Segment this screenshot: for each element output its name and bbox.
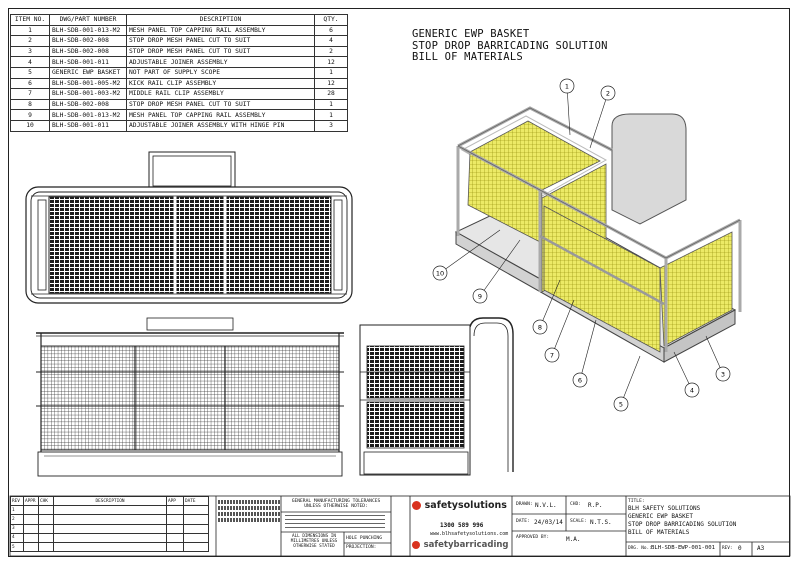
callout-number: 10 xyxy=(435,269,445,278)
bom-cell-item: 9 xyxy=(11,110,50,121)
revision-cell xyxy=(39,506,54,515)
revision-cell xyxy=(184,506,209,515)
revision-row xyxy=(11,524,209,533)
chd-value: R.P. xyxy=(588,502,603,509)
callout-number: 4 xyxy=(689,386,695,395)
bom-cell-item: 6 xyxy=(11,78,50,89)
revision-cell xyxy=(167,524,184,533)
heading-line-2: STOP DROP BARRICADING SOLUTION xyxy=(412,39,608,52)
rev-header-chk: CHK xyxy=(39,497,54,506)
bom-cell-dwg: BLH-SDB-001-013-M2 xyxy=(50,110,127,121)
rev-value: 0 xyxy=(738,545,742,552)
revision-cell xyxy=(184,524,209,533)
bom-cell-description: MIDDLE RAIL CLIP ASSEMBLY xyxy=(127,89,315,100)
bom-cell-dwg: BLH-SDB-001-003-M2 xyxy=(50,89,127,100)
callout-leader xyxy=(580,320,596,380)
revision-cell xyxy=(54,506,167,515)
company-name: safetysolutions xyxy=(424,500,507,511)
bom-cell-item: 4 xyxy=(11,57,50,68)
bom-cell-dwg: BLH-SDB-002-008 xyxy=(50,46,127,57)
revision-number: 4 xyxy=(11,533,24,542)
callout-balloon xyxy=(706,336,730,381)
revision-number: 1 xyxy=(11,506,24,515)
revision-cell xyxy=(167,515,184,524)
tolerance-table xyxy=(285,515,385,531)
bom-cell-qty: 12 xyxy=(315,78,348,89)
callout-number: 6 xyxy=(577,376,583,385)
callout-leader xyxy=(552,300,574,355)
hole-punching-label: HOLE PUNCHING xyxy=(346,536,382,541)
front-elevation-view xyxy=(36,318,344,476)
revision-cell xyxy=(54,533,167,542)
title-line-3: STOP DROP BARRICADING SOLUTION xyxy=(628,521,737,528)
bom-cell-description: MESH PANEL TOP CAPPING RAIL ASSEMBLY xyxy=(127,110,315,121)
callout-balloon xyxy=(545,300,574,362)
heading-line-1: GENERIC EWP BASKET xyxy=(412,28,530,40)
bom-cell-dwg: GENERIC EWP BASKET xyxy=(50,67,127,78)
bom-cell-dwg: BLH-SDB-002-008 xyxy=(50,99,127,110)
bom-cell-qty: 1 xyxy=(315,99,348,110)
bom-cell-item: 3 xyxy=(11,46,50,57)
rev-header-app: APP xyxy=(167,497,184,506)
bom-cell-description: ADJUSTABLE JOINER ASSEMBLY WITH HINGE PIN xyxy=(127,120,315,131)
callout-number: 3 xyxy=(720,370,726,379)
date-label: DATE: xyxy=(516,519,530,524)
bom-cell-description: ADJUSTABLE JOINER ASSEMBLY xyxy=(127,57,315,68)
date-value: 24/03/14 xyxy=(534,519,563,526)
side-elevation-view xyxy=(360,318,513,475)
scale-label: SCALE: xyxy=(570,519,587,524)
bom-cell-item: 5 xyxy=(11,67,50,78)
callout-balloon xyxy=(573,320,596,387)
revision-cell xyxy=(184,533,209,542)
bom-cell-qty: 12 xyxy=(315,57,348,68)
callout-number: 1 xyxy=(564,82,570,91)
revision-row xyxy=(11,515,209,524)
callout-number: 7 xyxy=(549,351,555,360)
bom-header-dwg: DWG/PART NUMBER xyxy=(50,15,127,26)
bom-cell-dwg: BLH-SDB-002-008 xyxy=(50,36,127,47)
callout-leader xyxy=(590,93,608,148)
bom-cell-qty: 1 xyxy=(315,110,348,121)
callout-number: 8 xyxy=(537,323,543,332)
callout-number: 9 xyxy=(477,292,483,301)
revision-cell xyxy=(54,524,167,533)
revision-cell xyxy=(24,515,39,524)
bom-cell-description: KICK RAIL CLIP ASSEMBLY xyxy=(127,78,315,89)
revision-cell xyxy=(184,542,209,551)
revision-header-row xyxy=(11,497,209,506)
bom-cell-item: 8 xyxy=(11,99,50,110)
sheet-size: A3 xyxy=(757,545,765,552)
bom-cell-description: MESH PANEL TOP CAPPING RAIL ASSEMBLY xyxy=(127,25,315,36)
bom-cell-description: STOP DROP MESH PANEL CUT TO SUIT xyxy=(127,46,315,57)
bom-cell-item: 2 xyxy=(11,36,50,47)
rev-header-rev: REV xyxy=(11,497,24,506)
bom-cell-description: STOP DROP MESH PANEL CUT TO SUIT xyxy=(127,36,315,47)
title-line-4: BILL OF MATERIALS xyxy=(628,529,690,536)
bom-cell-dwg: BLH-SDB-001-013-M2 xyxy=(50,25,127,36)
bom-cell-item: 10 xyxy=(11,120,50,131)
revision-cell xyxy=(24,542,39,551)
revision-cell xyxy=(24,533,39,542)
revision-cell xyxy=(167,542,184,551)
revision-cell xyxy=(39,542,54,551)
copyright-note xyxy=(218,500,280,522)
rev-header-date: DATE xyxy=(184,497,209,506)
title-label: TITLE: xyxy=(628,499,645,504)
projection-label: PROJECTION: xyxy=(346,545,377,550)
revision-cell xyxy=(39,515,54,524)
revision-row xyxy=(11,542,209,551)
bom-cell-dwg: BLH-SDB-001-011 xyxy=(50,57,127,68)
revision-cell xyxy=(167,533,184,542)
isometric-view xyxy=(456,108,740,362)
rev-header-description: DESCRIPTION xyxy=(54,497,167,506)
bom-cell-qty: 6 xyxy=(315,25,348,36)
callout-balloon xyxy=(614,356,640,411)
revision-number: 5 xyxy=(11,542,24,551)
bom-cell-item: 7 xyxy=(11,89,50,100)
bom-cell-qty: 4 xyxy=(315,36,348,47)
bom-header-description: DESCRIPTION xyxy=(127,15,315,26)
bom-cell-qty: 2 xyxy=(315,46,348,57)
revision-table xyxy=(10,496,209,552)
dwg-no-label: DRG. No.: xyxy=(628,546,652,551)
bom-cell-description: NOT PART OF SUPPLY SCOPE xyxy=(127,67,315,78)
revision-cell xyxy=(24,506,39,515)
revision-cell xyxy=(39,524,54,533)
bom-header-item: ITEM NO. xyxy=(11,15,50,26)
bom-cell-item: 1 xyxy=(11,25,50,36)
revision-cell xyxy=(167,506,184,515)
callout-number: 2 xyxy=(605,89,611,98)
bom-cell-qty: 3 xyxy=(315,120,348,131)
units-note: ALL DIMENSIONS IN MILLIMETRES UNLESS OTHERWISE STATED xyxy=(290,534,338,549)
approved-label: APPROVED BY: xyxy=(516,535,550,540)
rev-header-appr: APPR xyxy=(24,497,39,506)
tolerance-notes-header: GENERAL MANUFACTURING TOLERANCES UNLESS OTHERWISE NOTED: xyxy=(291,499,381,509)
callout-leader xyxy=(621,356,640,404)
title-line-2: GENERIC EWP BASKET xyxy=(628,513,694,520)
drawn-value: N.V.L. xyxy=(535,502,557,509)
bom-cell-description: STOP DROP MESH PANEL CUT TO SUIT xyxy=(127,99,315,110)
rev-label: REV: xyxy=(722,546,733,551)
company-logo xyxy=(412,500,508,522)
heading-line-3: BILL OF MATERIALS xyxy=(412,51,523,63)
callout-balloon xyxy=(674,352,699,397)
revision-row xyxy=(11,533,209,542)
barricading-logo xyxy=(412,540,509,550)
revision-number: 2 xyxy=(11,515,24,524)
revision-row xyxy=(11,506,209,515)
revision-cell xyxy=(184,515,209,524)
dwg-no-value: BLH-SDB-EWP-001-001 xyxy=(651,545,715,551)
callout-number: 5 xyxy=(618,400,624,409)
title-line-1: BLH SAFETY SOLUTIONS xyxy=(628,505,701,512)
bom-cell-qty: 1 xyxy=(315,67,348,78)
bom-cell-dwg: BLH-SDB-001-011 xyxy=(50,120,127,131)
drawn-label: DRAWN: xyxy=(516,502,533,507)
approved-value: M.A. xyxy=(566,536,581,543)
company-phone: 1300 589 996 xyxy=(440,522,484,529)
bom-header-qty: QTY. xyxy=(315,15,348,26)
chd-label: CHD: xyxy=(570,502,582,507)
bom-cell-qty: 28 xyxy=(315,89,348,100)
revision-number: 3 xyxy=(11,524,24,533)
barricading-name: safetybarricading xyxy=(423,540,509,550)
callout-balloon xyxy=(590,86,615,148)
top-plan-view xyxy=(26,152,352,303)
revision-cell xyxy=(24,524,39,533)
revision-cell xyxy=(39,533,54,542)
company-website: www.blhsafetysolutions.com xyxy=(430,531,509,537)
revision-cell xyxy=(54,542,167,551)
revision-cell xyxy=(54,515,167,524)
bom-cell-dwg: BLH-SDB-001-005-M2 xyxy=(50,78,127,89)
scale-value: N.T.S. xyxy=(590,519,612,526)
